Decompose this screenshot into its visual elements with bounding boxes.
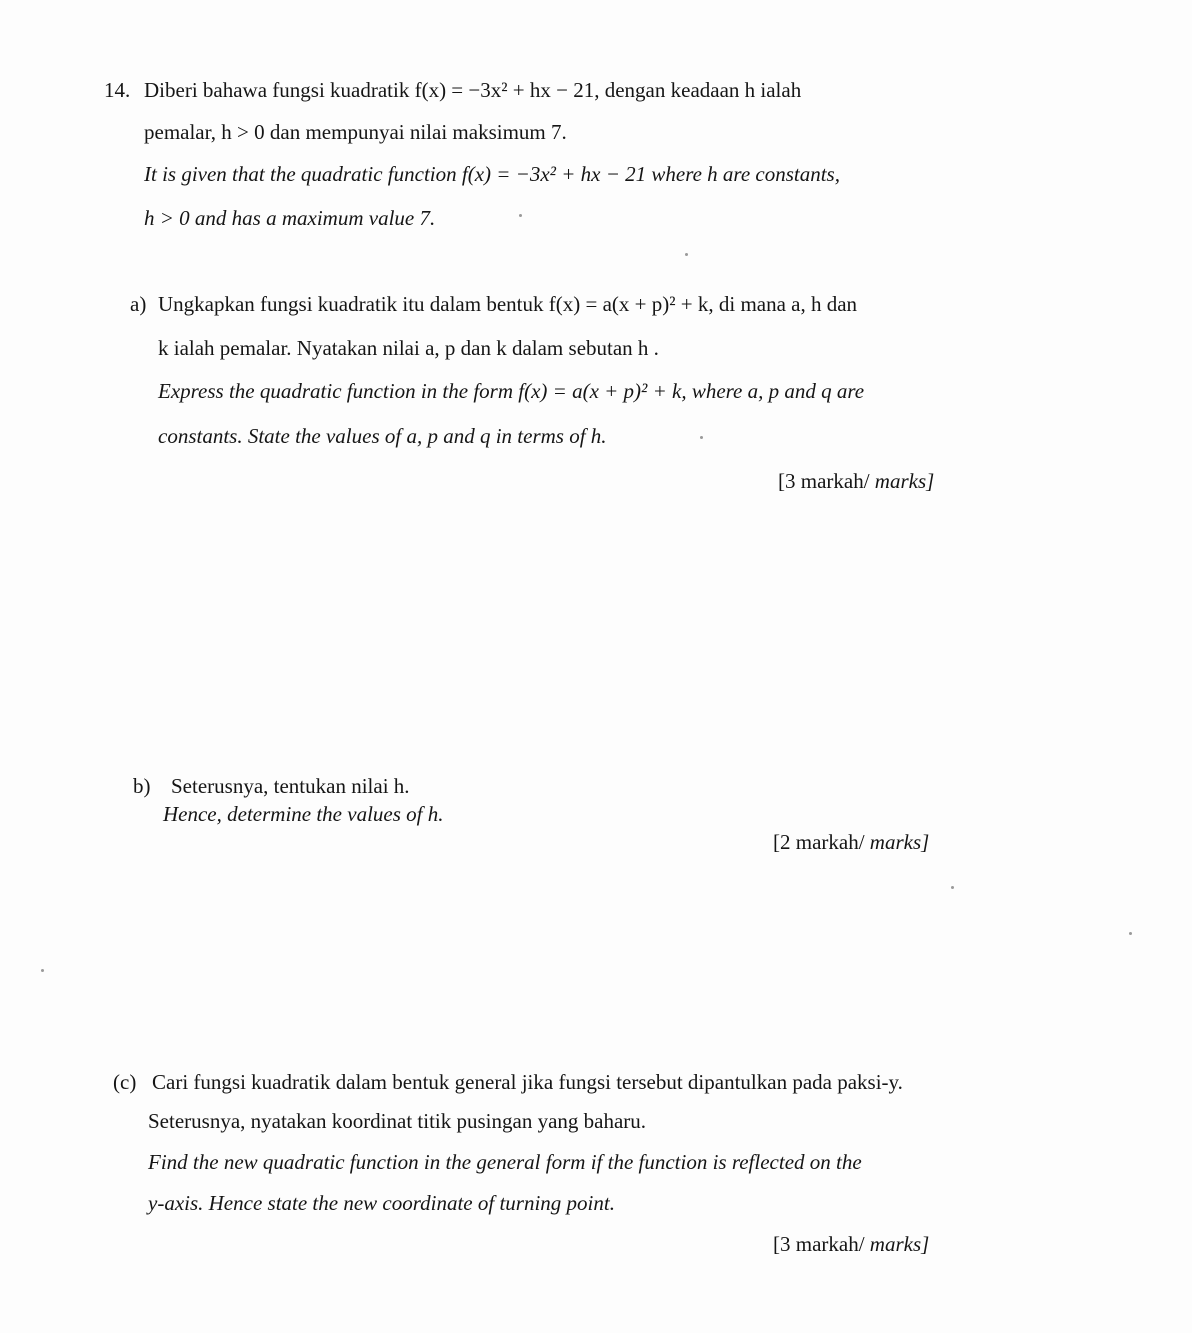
part-c-label: (c) bbox=[113, 1070, 137, 1094]
part-a-english-line-1: Express the quadratic function in the form f(x) = a(x + p)² + k, where a, p and q are bbox=[158, 379, 865, 403]
part-b-malay-line-1: Seterusnya, tentukan nilai h. bbox=[171, 774, 410, 798]
part-c-malay-line-2: Seterusnya, nyatakan koordinat titik pusingan yang baharu. bbox=[148, 1109, 647, 1133]
scan-speck bbox=[41, 969, 44, 972]
part-a-malay-line-1: Ungkapkan fungsi kuadratik itu dalam bentuk f(x) = a(x + p)² + k, di mana a, h dan bbox=[158, 292, 858, 316]
question-number: 14. bbox=[104, 78, 131, 102]
part-a-marks-english: marks] bbox=[874, 469, 935, 493]
stem-english-line-1: It is given that the quadratic function f(x) = −3x² + hx − 21 where h are constants, bbox=[144, 162, 840, 186]
part-b-label: b) bbox=[133, 774, 151, 798]
scan-speck bbox=[1129, 932, 1132, 935]
part-b-marks-malay: [2 markah/ bbox=[773, 830, 865, 854]
part-c-marks-malay: [3 markah/ bbox=[773, 1232, 865, 1256]
part-c-english-line-1: Find the new quadratic function in the general form if the function is reflected on the bbox=[148, 1150, 862, 1174]
scan-speck bbox=[685, 253, 688, 256]
stem-english-line-2: h > 0 and has a maximum value 7. bbox=[144, 206, 436, 230]
part-a-label: a) bbox=[130, 292, 147, 316]
part-a-marks-malay: [3 markah/ bbox=[778, 469, 870, 493]
part-b-marks bbox=[773, 828, 929, 856]
stem-malay-line-2: pemalar, h > 0 dan mempunyai nilai maksimum 7. bbox=[144, 120, 567, 144]
part-a-marks bbox=[778, 467, 934, 495]
part-a-malay-line-2: k ialah pemalar. Nyatakan nilai a, p dan k dalam sebutan h . bbox=[158, 336, 659, 360]
part-a-english-line-2: constants. State the values of a, p and q in terms of h. bbox=[158, 424, 607, 448]
scan-speck bbox=[519, 214, 522, 217]
part-c-malay-line-1: Cari fungsi kuadratik dalam bentuk general jika fungsi tersebut dipantulkan pada paksi-y. bbox=[152, 1070, 903, 1094]
part-c-marks-english: marks] bbox=[869, 1232, 930, 1256]
scan-speck bbox=[951, 886, 954, 889]
stem-malay-line-1: Diberi bahawa fungsi kuadratik f(x) = −3x² + hx − 21, dengan keadaan h ialah bbox=[144, 78, 802, 102]
part-b-english-line-1: Hence, determine the values of h. bbox=[163, 802, 444, 826]
part-b-marks-english: marks] bbox=[869, 830, 930, 854]
part-c-marks bbox=[773, 1230, 929, 1258]
part-c-english-line-2: y-axis. Hence state the new coordinate of turning point. bbox=[148, 1191, 615, 1215]
scan-speck bbox=[700, 436, 703, 439]
